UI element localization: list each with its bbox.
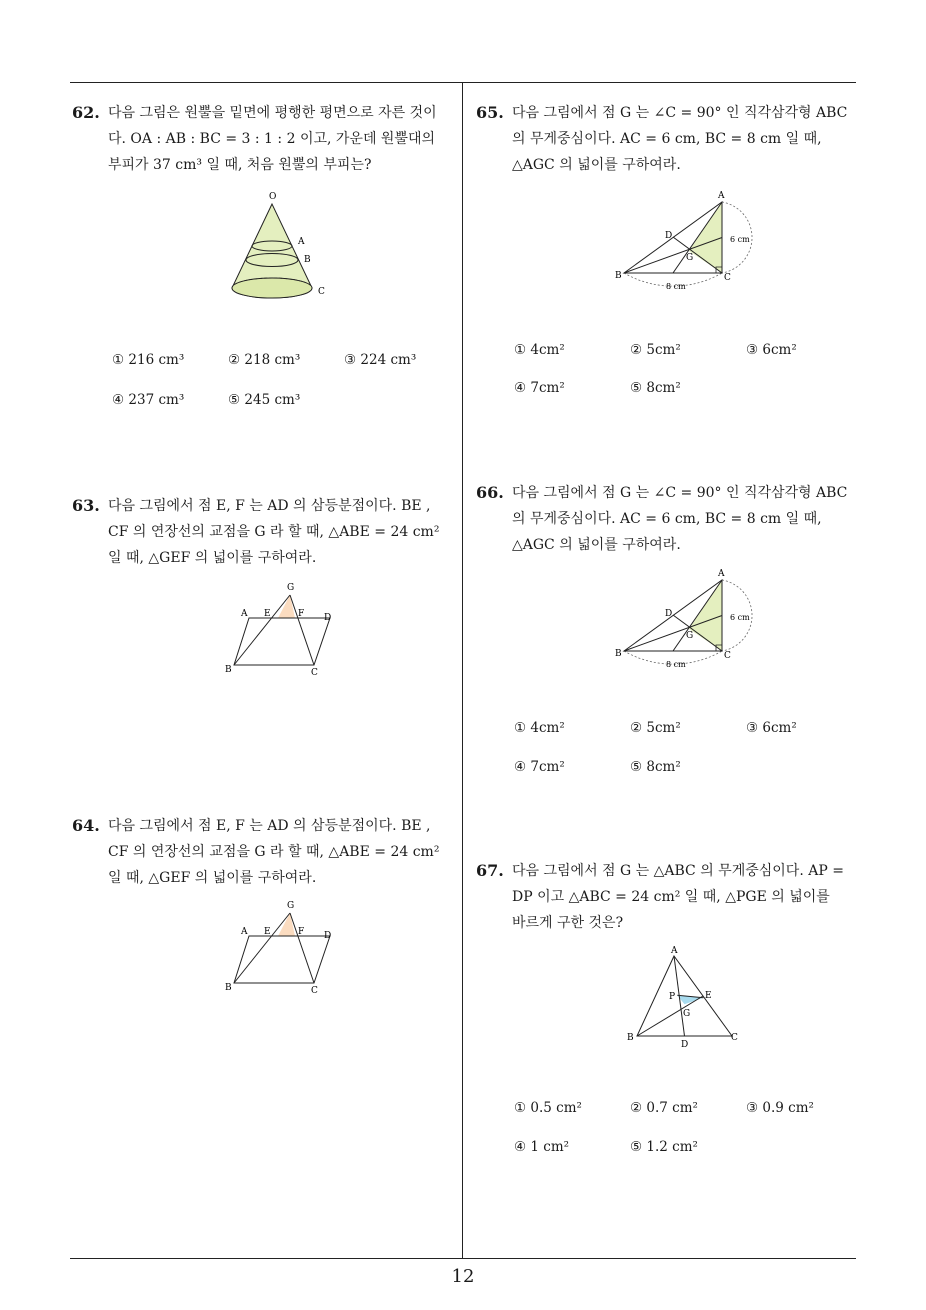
parallelogram-figure (220, 898, 350, 998)
label-e: E (264, 609, 271, 619)
label-d: D (665, 231, 673, 241)
label-b: B (615, 271, 622, 281)
question-line: 부피가 37 cm³ 일 때, 처음 원뿔의 부피는? (108, 157, 372, 173)
label-g: G (683, 1009, 691, 1019)
choice-2[interactable]: ② 0.7 cm² (630, 1100, 698, 1116)
label-g: G (686, 253, 694, 263)
label-b: B (615, 649, 622, 659)
choice-3[interactable]: ③ 6cm² (746, 342, 797, 358)
problem-number: 62. (72, 103, 100, 122)
label-a: A (718, 191, 725, 201)
label-d: D (681, 1040, 689, 1050)
label-d: D (324, 931, 332, 941)
label-b: B (225, 665, 232, 675)
label-ac-length: 6 cm (730, 235, 750, 244)
question-line: △AGC 의 넓이를 구하여라. (512, 157, 681, 173)
question-line: 다. OA : AB : BC = 3 : 1 : 2 이고, 가운데 원뿔대의 (108, 131, 436, 147)
choice-1[interactable]: ① 0.5 cm² (514, 1100, 582, 1116)
label-f: F (298, 609, 305, 619)
column-divider (462, 83, 463, 1258)
label-o: O (269, 192, 277, 202)
question-line: DP 이고 △ABC = 24 cm² 일 때, △PGE 의 넓이를 (512, 889, 830, 905)
question-line: CF 의 연장선의 교점을 G 라 할 때, △ABE = 24 cm² (108, 524, 440, 540)
choice-2[interactable]: ② 5cm² (630, 720, 681, 736)
choice-2[interactable]: ② 5cm² (630, 342, 681, 358)
label-a: A (718, 569, 725, 579)
bottom-rule (70, 1258, 856, 1259)
label-c: C (731, 1033, 738, 1043)
question-line: 바르게 구한 것은? (512, 915, 624, 931)
choice-3[interactable]: ③ 6cm² (746, 720, 797, 736)
label-e: E (705, 991, 712, 1001)
centroid-triangle-figure (622, 944, 752, 1054)
choice-2[interactable]: ② 218 cm³ (228, 352, 301, 368)
label-a: A (671, 946, 678, 956)
choice-5[interactable]: ⑤ 1.2 cm² (630, 1139, 698, 1155)
label-b: B (627, 1033, 634, 1043)
cone-figure (222, 188, 342, 308)
choice-4[interactable]: ④ 237 cm³ (112, 392, 185, 408)
label-p: P (669, 992, 676, 1002)
label-a: A (241, 609, 248, 619)
label-g: G (686, 631, 694, 641)
choice-4[interactable]: ④ 1 cm² (514, 1139, 570, 1155)
question-line: 다음 그림에서 점 E, F 는 AD 의 삼등분점이다. BE , (108, 818, 431, 834)
problem-number: 67. (476, 861, 504, 880)
question-line: 일 때, △GEF 의 넓이를 구하여라. (108, 870, 317, 886)
question-line: 의 무게중심이다. AC = 6 cm, BC = 8 cm 일 때, (512, 511, 822, 527)
question-line: 의 무게중심이다. AC = 6 cm, BC = 8 cm 일 때, (512, 131, 822, 147)
choice-3[interactable]: ③ 224 cm³ (344, 352, 417, 368)
label-d: D (665, 609, 673, 619)
question-line: 다음 그림에서 점 G 는 ∠C = 90° 인 직각삼각형 ABC (512, 485, 848, 501)
page-number: 12 (451, 1266, 475, 1287)
label-a: A (241, 927, 248, 937)
question-line: CF 의 연장선의 교점을 G 라 할 때, △ABE = 24 cm² (108, 844, 440, 860)
label-bc-length: 8 cm (666, 282, 686, 291)
label-c: C (311, 668, 318, 678)
question-line: 다음 그림에서 점 E, F 는 AD 의 삼등분점이다. BE , (108, 498, 431, 514)
question-line: 다음 그림에서 점 G 는 ∠C = 90° 인 직각삼각형 ABC (512, 105, 848, 121)
label-ac-length: 6 cm (730, 613, 750, 622)
choice-5[interactable]: ⑤ 8cm² (630, 759, 681, 775)
label-c: C (724, 273, 731, 283)
question-line: 다음 그림은 원뿔을 밑면에 평행한 평면으로 자른 것이 (108, 105, 437, 121)
right-triangle-figure (612, 188, 762, 294)
choice-5[interactable]: ⑤ 245 cm³ (228, 392, 301, 408)
label-d: D (324, 613, 332, 623)
label-c: C (311, 986, 318, 996)
question-line: 다음 그림에서 점 G 는 △ABC 의 무게중심이다. AP = (512, 863, 844, 879)
label-b: B (304, 255, 311, 265)
choice-4[interactable]: ④ 7cm² (514, 759, 565, 775)
label-e: E (264, 927, 271, 937)
label-c: C (318, 287, 325, 297)
problem-number: 66. (476, 483, 504, 502)
question-line: △AGC 의 넓이를 구하여라. (512, 537, 681, 553)
problem-number: 65. (476, 103, 504, 122)
question-line: 일 때, △GEF 의 넓이를 구하여라. (108, 550, 317, 566)
problem-number: 64. (72, 816, 100, 835)
label-bc-length: 8 cm (666, 660, 686, 669)
label-g: G (287, 901, 295, 911)
parallelogram-figure (220, 580, 350, 680)
choice-1[interactable]: ① 4cm² (514, 342, 565, 358)
top-rule (70, 82, 856, 83)
choice-4[interactable]: ④ 7cm² (514, 380, 565, 396)
label-a: A (298, 237, 305, 247)
choice-5[interactable]: ⑤ 8cm² (630, 380, 681, 396)
label-b: B (225, 983, 232, 993)
choice-3[interactable]: ③ 0.9 cm² (746, 1100, 814, 1116)
choice-1[interactable]: ① 216 cm³ (112, 352, 185, 368)
problem-number: 63. (72, 496, 100, 515)
label-c: C (724, 651, 731, 661)
label-g: G (287, 583, 295, 593)
right-triangle-figure (612, 566, 762, 672)
choice-1[interactable]: ① 4cm² (514, 720, 565, 736)
label-f: F (298, 927, 305, 937)
